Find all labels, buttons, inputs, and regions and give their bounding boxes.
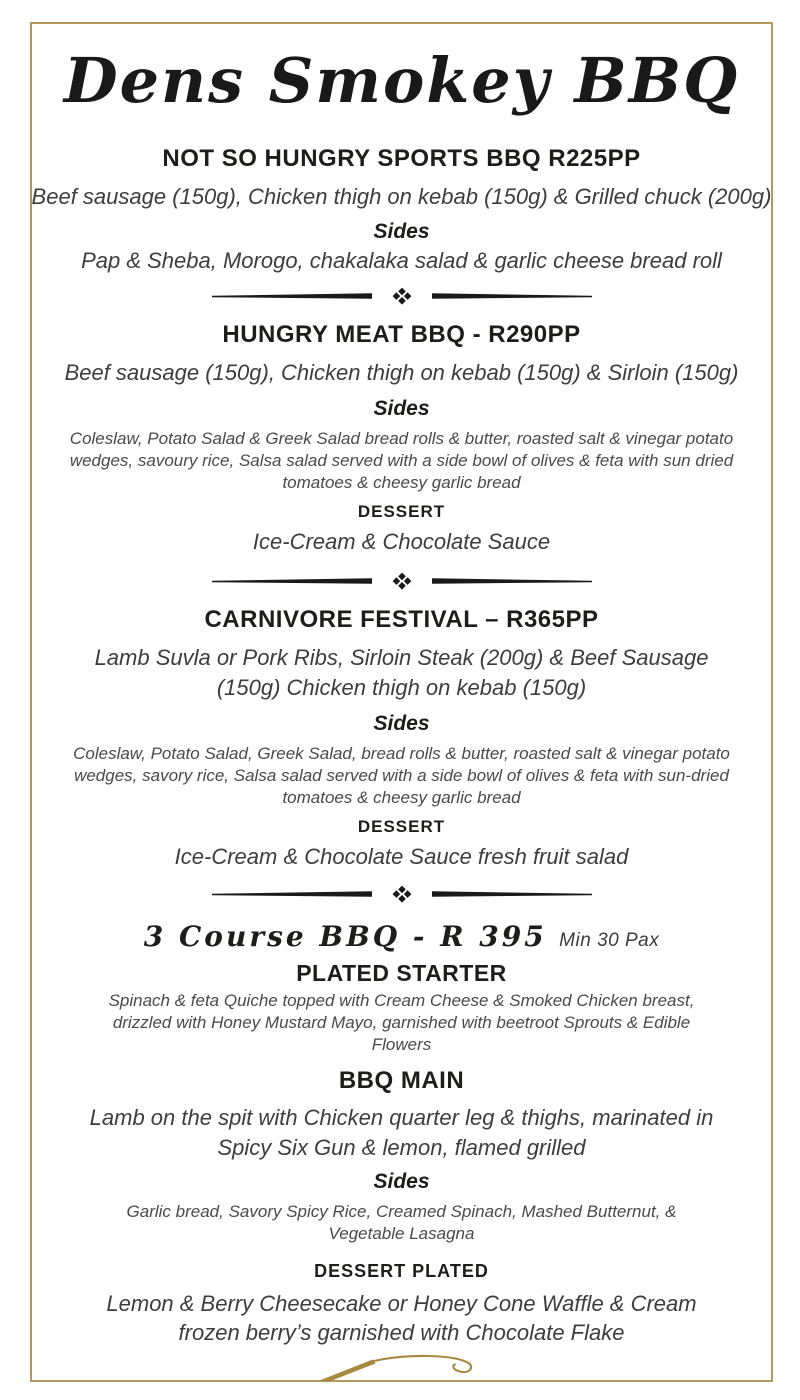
section-sports-bbq (30, 145, 773, 275)
section-divider (212, 885, 592, 903)
sides-list: Garlic bread, Savory Spicy Rice, Creamed Spinach, Mashed Butternut, & Vegetable Lasagna (126, 1201, 677, 1244)
sides-list: Coleslaw, Potato Salad, Greek Salad, bread rolls & butter, roasted salt & vinegar potato wedges, savory rice, Salsa salad served with a side bowl of olives & feta with sun-dried tomatoes & cheesy garlic bread (73, 743, 730, 808)
starter-label: PLATED STARTER (296, 959, 507, 986)
divider-line-right (432, 294, 592, 300)
dessert-label: DESSERT (357, 817, 446, 837)
diamond-icon (392, 288, 411, 305)
diamond-icon (392, 886, 411, 903)
section-divider (212, 287, 592, 305)
divider-line-left (212, 892, 372, 898)
dessert-label: DESSERT (357, 502, 446, 522)
section-divider (212, 572, 592, 590)
flourish-icon (312, 1352, 492, 1386)
dessert-item: Ice-Cream & Chocolate Sauce fresh fruit salad (174, 843, 629, 869)
sides-label: Sides (373, 711, 430, 735)
sides-label: Sides (373, 396, 430, 420)
sides-list: Pap & Sheba, Morogo, chakalaka salad & garlic cheese bread roll (81, 247, 722, 273)
dessert-description: Lemon & Berry Cheesecake or Honey Cone Waffle & Cream frozen berry’s garnished with Chocolate Flake (106, 1290, 697, 1346)
section-hungry-meat-bbq (30, 321, 773, 556)
divider-line-right (432, 579, 592, 585)
section-mains: Beef sausage (150g), Chicken thigh on kebab (150g) & Grilled chuck (200g) (31, 183, 772, 209)
divider-line-left (212, 294, 372, 300)
section-heading: CARNIVORE FESTIVAL – R365PP (204, 606, 599, 634)
section-mains: Beef sausage (150g), Chicken thigh on kebab (150g) & Sirloin (150g) (64, 360, 739, 386)
main-description: Lamb on the spit with Chicken quarter leg & thighs, marinated in Spicy Six Gun & lemon, flamed grilled (89, 1105, 714, 1160)
section-mains: Lamb Suvla or Pork Ribs, Sirloin Steak (200g) & Beef Sausage (150g) Chicken thigh on kebab (150g) (94, 645, 709, 700)
course-heading-note: Min 30 Pax (559, 930, 660, 952)
section-heading: NOT SO HUNGRY SPORTS BBQ R225PP (162, 144, 641, 172)
sides-label: Sides (373, 220, 430, 244)
starter-description: Spinach & feta Quiche topped with Cream Cheese & Smoked Chicken breast, drizzled with Honey Mustard Mayo, garnished with beetroot Sprouts & Edible Flowers (108, 991, 695, 1055)
section-carnivore-festival (30, 606, 773, 871)
main-label: BBQ MAIN (338, 1066, 465, 1094)
menu (30, 22, 773, 1386)
sides-label: Sides (373, 1169, 430, 1193)
dessert-label: DESSERT PLATED (314, 1261, 489, 1282)
divider-line-left (212, 579, 372, 585)
sides-list: Coleslaw, Potato Salad & Greek Salad bread rolls & butter, roasted salt & vinegar potato wedges, savoury rice, Salsa salad served with a side bowl of olives & feta with sun dried tomatoes & cheesy garlic bread (69, 429, 734, 493)
course-heading-title: 3 Course BBQ - R 395 (143, 920, 547, 954)
section-three-course-bbq (30, 919, 773, 1348)
page-title: Dens Smokey BBQ (63, 44, 740, 117)
diamond-icon (392, 573, 411, 590)
course-heading (30, 919, 773, 955)
section-heading: HUNGRY MEAT BBQ - R290PP (222, 321, 581, 349)
divider-line-right (432, 892, 592, 898)
dessert-item: Ice-Cream & Chocolate Sauce (252, 528, 551, 554)
